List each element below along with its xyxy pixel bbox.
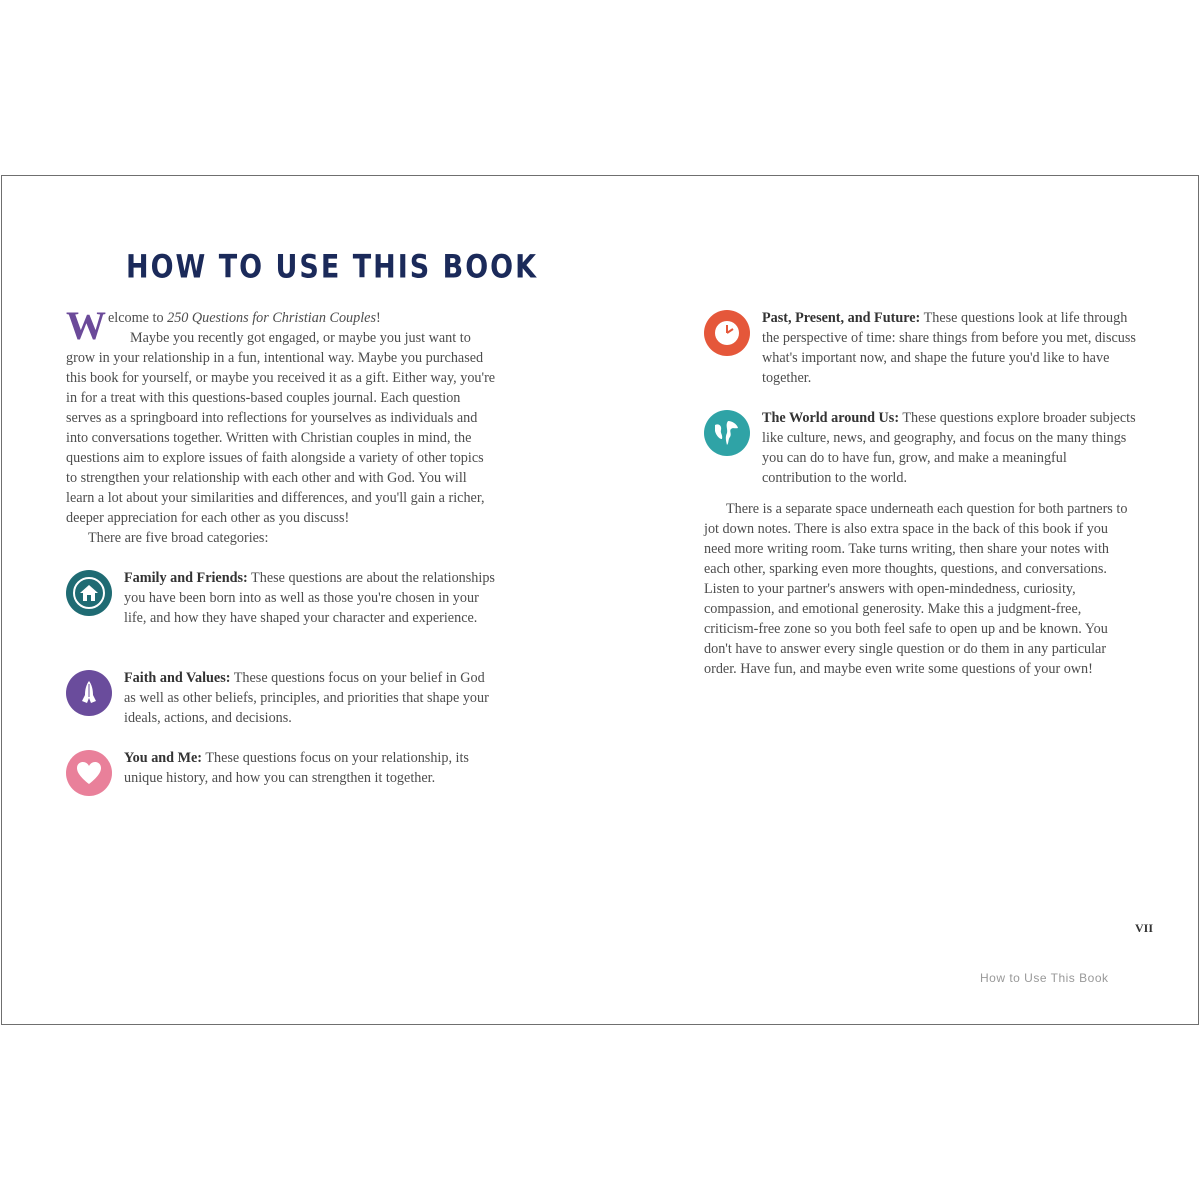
running-footer: How to Use This Book [980, 971, 1109, 985]
category-faith-values [66, 668, 498, 728]
category-label: Faith and Values: [124, 670, 231, 686]
intro-paragraph-2: Maybe you recently got engaged, or maybe you just want to grow in your relationship in a fun, intentional way. Maybe you purchased this book for yourself, or maybe you received it as a gift. Either way, you're in for a treat with this questions-based couples journal. Each question serves as a springboard into reflections for yourselves as individuals and into conversations together. Written with Christian couples in mind, the questions aim to explore issues of faith alongside a variety of other topics to strengthen your relationship with each other and with God. You will learn a lot about your similarities and differences, and you'll gain a richer, deeper appreciation for each other as you discuss! [66, 330, 496, 526]
category-family-friends [66, 568, 498, 628]
praying-hands-icon [66, 670, 112, 716]
category-description: These questions explore broader subjects like culture, news, and geography, and focus on the many things you can do to have fun, grow, and make a meaningful contribution to the world. [762, 410, 1136, 486]
category-label: The World around Us: [762, 410, 900, 426]
category-you-me [66, 748, 498, 788]
category-text [124, 668, 498, 728]
category-world-around-us [704, 408, 1136, 488]
globe-icon [704, 410, 750, 456]
intro-text [66, 303, 498, 548]
category-past-present-future [704, 308, 1136, 388]
category-text [124, 568, 498, 628]
category-label: You and Me: [124, 750, 203, 766]
intro-lead: elcome to [108, 310, 168, 326]
clock-icon [704, 310, 750, 356]
category-description: These questions are about the relationships you have been born into as well as those you're chosen in your life, and how they have shaped your character and experience. [124, 570, 495, 626]
page-number: VII [1135, 921, 1154, 935]
category-description: These questions focus on your belief in God as well as other beliefs, principles, and priorities that shape your ideals, actions, and decisions. [124, 670, 489, 726]
category-description: These questions focus on your relationship, its unique history, and how you can strengthen it together. [124, 750, 469, 786]
book-spread [1, 175, 1199, 1025]
heart-icon [66, 750, 112, 796]
house-icon [66, 570, 112, 616]
intro-paragraph-1 [66, 303, 498, 348]
drop-cap: W [66, 303, 106, 348]
intro-paragraph-3: There are five broad categories: [88, 530, 269, 546]
intro-exclaim: ! [376, 310, 381, 326]
category-label: Family and Friends: [124, 570, 248, 586]
category-text [124, 748, 498, 788]
category-text [762, 408, 1136, 488]
closing-paragraph: There is a separate space underneath each question for both partners to jot down notes. There is also extra space in the back of this book if you need more writing room. Take turns writing, then share your notes with each other, sparking even more thoughts, questions, and conversations. Listen to your partner's answers with open-mindedness, curiosity, compassion, and emotional generosity. Make this a judgment-free, criticism-free zone so you both feel safe to open up and be known. You don't have to answer every single question or do them in any particular order. Have fun, and maybe even write some questions of your own! [704, 501, 1128, 677]
category-description: These questions look at life through the perspective of time: share things from before you met, discuss what's important now, and shape the future you'd like to have together. [762, 310, 1136, 386]
page-title: HOW TO USE THIS BOOK [126, 249, 539, 286]
book-title: 250 Questions for Christian Couples [167, 310, 376, 326]
category-label: Past, Present, and Future: [762, 310, 921, 326]
category-text [762, 308, 1136, 388]
